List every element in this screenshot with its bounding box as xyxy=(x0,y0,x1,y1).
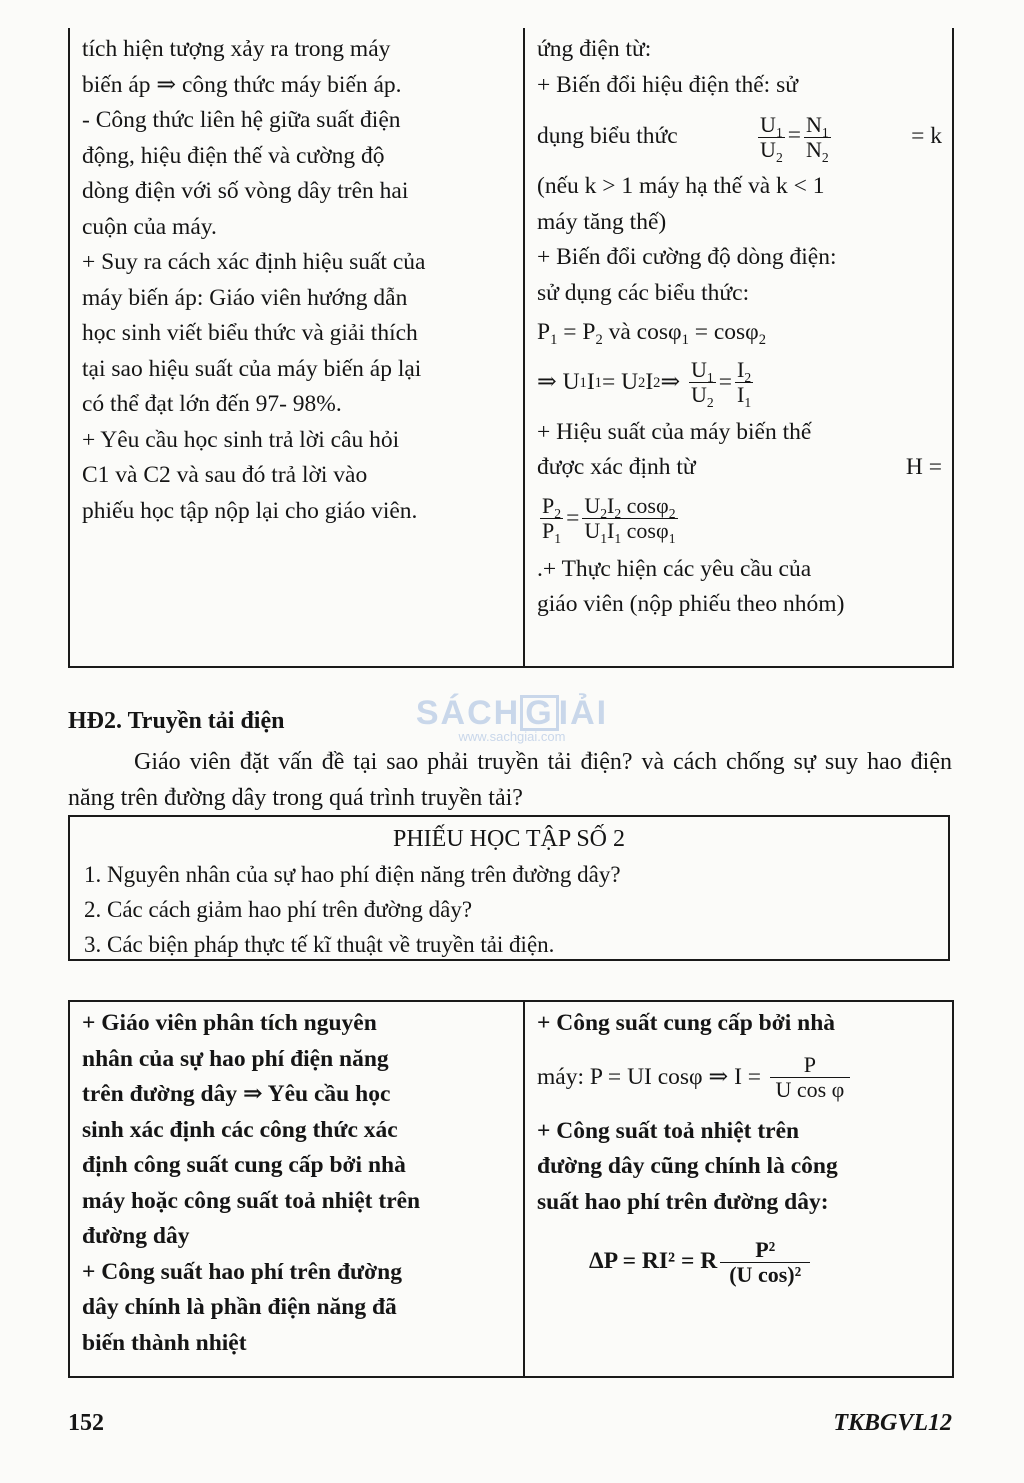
fraction-efficiency-ratio: $\frac{U_2I_2 \cos\varphi_2}{U_1I_1 \cos\varphi_1}$ xyxy=(584,493,676,546)
supply-power-formula xyxy=(537,1042,942,1114)
current-ratio-formula: ⇒ U 1 I 1 = U 2 I 2 ⇒ $\frac{U_1}{U_2}$ = $\frac{I_2}{I_1}$ xyxy=(537,357,752,410)
text-line: máy tăng thế) xyxy=(537,208,667,235)
text-line: biến áp ⇒ công thức máy biến áp. xyxy=(82,71,402,98)
page-number: 152 xyxy=(68,1410,104,1436)
text-line: + Công suất toả nhiệt trên xyxy=(537,1117,800,1144)
text-line: phiếu học tập nộp lại cho giáo viên. xyxy=(82,497,418,524)
text-line: sử dụng các biểu thức: xyxy=(537,279,750,306)
worksheet-title: PHIẾU HỌC TẬP SỐ 2 xyxy=(392,826,626,852)
text-line: dòng điện với số vòng dây trên hai xyxy=(82,178,409,204)
text-line: định công suất cung cấp bởi nhà xyxy=(82,1152,406,1178)
fraction-denominator: (U cos)² xyxy=(729,1261,802,1287)
text-line: học sinh viết biểu thức và giải thích xyxy=(82,320,418,346)
fraction-i2-i1: $\frac{I_2}{I_1}$ xyxy=(736,357,752,410)
text-line: máy hoặc công suất toả nhiệt trên xyxy=(82,1187,421,1214)
fraction-group: $\frac{U_1}{U_2}$ = $\frac{N_1}{N_2}$ xyxy=(760,111,829,165)
text-line: đường dây xyxy=(82,1223,190,1249)
power-equality-formula: $P_1 = P_2$ và cosφ$_1$ = cosφ$_2$ xyxy=(537,319,767,349)
text-line: tại sao hiệu suất của máy biến áp lại xyxy=(82,355,422,382)
text-line: + Hiệu suất của máy biến thế xyxy=(537,418,812,445)
section-heading: HĐ2. Truyền tải điện xyxy=(68,708,285,734)
text-line: biến thành nhiệt xyxy=(82,1329,247,1356)
text-line: động, hiệu điện thế và cường độ xyxy=(82,142,385,169)
text-line: - Công thức liên hệ giữa suất điện xyxy=(82,107,401,133)
worksheet-box xyxy=(68,815,950,961)
text-line: + Suy ra cách xác định hiệu suất của xyxy=(82,249,426,275)
text-line: ứng điện từ: xyxy=(537,36,652,62)
fraction-p2-p1: $\frac{P_2}{P_1}$ xyxy=(542,493,562,546)
watermark-text: SÁCH xyxy=(415,694,521,732)
efficiency-symbol: H = xyxy=(905,454,942,480)
text-line: giáo viên (nộp phiếu theo nhóm) xyxy=(537,591,845,617)
text-line: cuộn của máy. xyxy=(82,213,217,240)
fraction-denominator: U cos φ xyxy=(775,1077,845,1102)
text-line: + Yêu cầu học sinh trả lời câu hỏi xyxy=(82,426,400,453)
activity-table-1 xyxy=(68,28,954,668)
fraction-power-loss xyxy=(720,1238,810,1287)
formula-suffix: = k xyxy=(911,123,942,149)
watermark-url: www.sachgiai.com xyxy=(458,729,566,744)
teacher-activity-cell xyxy=(69,1001,524,1377)
text-line: + Biến đổi hiệu điện thế: sử xyxy=(537,71,798,98)
text-line: (nếu k > 1 máy hạ thế và k < 1 xyxy=(537,173,825,199)
fraction-n1-n2: $\frac{N_1}{N_2}$ xyxy=(806,111,829,165)
fraction-current xyxy=(770,1053,850,1102)
formula-lead-text: máy: P = UI cosφ ⇒ I = xyxy=(537,1063,762,1090)
intro-text: Giáo viên đặt vấn đề tại sao phải truyền tải điện? và cách chống sự suy hao điện năng trên đường dây trong quá trình truyền tải? xyxy=(68,749,952,811)
student-activity-cell xyxy=(524,1001,953,1377)
text-line: + Giáo viên phân tích nguyên xyxy=(82,1010,377,1036)
equals-sign: = xyxy=(718,368,732,395)
efficiency-formula: $\frac{P_2}{P_1}$ = $\frac{U_2I_2 \cos\varphi_2}{U_1I_1 \cos\varphi_1}$ xyxy=(542,493,676,546)
text-line: .+ Thực hiện các yêu cầu của xyxy=(537,555,812,582)
text-line: + Công suất cung cấp bởi nhà xyxy=(537,1010,836,1036)
section-intro xyxy=(68,744,952,816)
efficiency-intro xyxy=(537,450,942,486)
text-line: nhân của sự hao phí điện năng xyxy=(82,1045,389,1072)
fraction-u1-u2: $\frac{U_1}{U_2}$ xyxy=(691,357,714,410)
fraction-u1-u2: $\frac{U_1}{U_2}$ xyxy=(760,111,783,165)
worksheet-question: 3. Các biện pháp thực tế kĩ thuật về truyền tải điện. xyxy=(84,932,555,957)
sachgiai-watermark xyxy=(412,694,612,744)
student-activity-cell xyxy=(524,28,953,667)
text-line: suất hao phí trên đường dây: xyxy=(537,1188,829,1215)
efficiency-text: được xác định từ xyxy=(537,454,696,480)
watermark-text: IẢI xyxy=(558,694,609,732)
book-code: TKBGVL12 xyxy=(833,1410,952,1436)
text-line: + Biến đổi cường độ dòng điện: xyxy=(537,244,837,270)
text-line: đường dây cũng chính là công xyxy=(537,1153,838,1179)
text-line: sinh xác định các công thức xác xyxy=(82,1116,398,1143)
text-line: tích hiện tượng xảy ra trong máy xyxy=(82,36,391,62)
fraction-numerator: P² xyxy=(720,1238,810,1263)
formula-connector: và cos xyxy=(602,319,668,345)
text-line: + Công suất hao phí trên đường xyxy=(82,1258,402,1285)
voltage-ratio-formula xyxy=(537,103,942,169)
worksheet-question: 2. Các cách giảm hao phí trên đường dây? xyxy=(84,897,473,922)
text-line: có thể đạt lớn đến 97- 98%. xyxy=(82,391,342,417)
text-line: C1 và C2 và sau đó trả lời vào xyxy=(82,462,368,488)
teacher-activity-cell xyxy=(69,28,524,667)
power-loss-formula xyxy=(537,1220,942,1304)
formula-lead-text: dụng biểu thức xyxy=(537,123,678,149)
activity-table-2 xyxy=(68,1000,954,1378)
worksheet-question: 1. Nguyên nhân của sự hao phí điện năng trên đường dây? xyxy=(84,862,621,887)
text-line: trên đường dây ⇒ Yêu cầu học xyxy=(82,1081,391,1107)
text-line: dây chính là phần điện năng đã xyxy=(82,1294,397,1320)
watermark-logo-box: G xyxy=(520,695,558,731)
text-line: máy biến áp: Giáo viên hướng dẫn xyxy=(82,284,408,311)
fraction-numerator: P xyxy=(770,1053,850,1078)
formula-lead-text: ΔP = RI² = R xyxy=(589,1248,718,1275)
